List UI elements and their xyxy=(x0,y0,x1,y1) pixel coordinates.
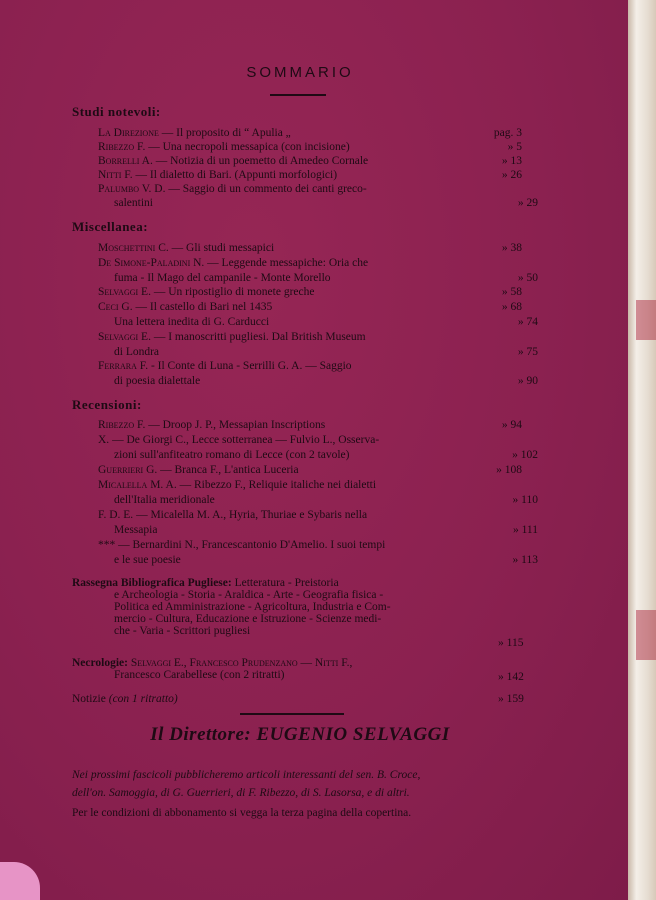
entry-author: De Simone-Paladini N. xyxy=(98,256,205,269)
toc-entry xyxy=(98,155,522,167)
toc-entry xyxy=(114,197,538,209)
entry-author: Ribezzo F. xyxy=(98,419,146,431)
necrologie-entry xyxy=(72,657,528,681)
toc-entry xyxy=(98,539,522,551)
entry-title: - Il Conte di Luna - Serrilli G. A. — Saggio xyxy=(150,360,352,373)
section-heading-rassegna: Rassegna Bibliografica Pugliese: xyxy=(72,577,232,589)
toc-entry xyxy=(98,127,522,139)
entry-author: La Direzione xyxy=(98,127,159,139)
rassegna-line: Letteratura - Preistoria xyxy=(234,577,339,589)
entry-author: X. xyxy=(98,434,110,446)
entry-title: — Il proposito di “ Apulia „ xyxy=(161,127,291,139)
page-number: » 68 xyxy=(501,301,522,314)
subscription-note: Per le condizioni di abbonamento si vegga la terza pagina della copertina. xyxy=(72,807,412,819)
page-number: » 75 xyxy=(517,345,538,358)
toc-entry xyxy=(98,419,522,431)
entry-author: Ribezzo F. xyxy=(98,141,146,153)
entry-title: — Droop J. P., Messapian Inscriptions xyxy=(148,419,326,431)
page-edge-stain xyxy=(636,300,656,340)
toc-entry xyxy=(98,434,522,446)
rassegna-line: che - Varia - Scrittori pugliesi xyxy=(114,625,251,637)
page-number: » 94 xyxy=(501,419,522,431)
toc-entry xyxy=(114,316,538,328)
entry-title: — Un ripostiglio di monete greche xyxy=(153,286,315,299)
page-number: » 102 xyxy=(512,449,538,461)
page-number: » 38 xyxy=(501,242,522,254)
entry-author: Ferrara F. xyxy=(98,360,149,373)
page-number: » 90 xyxy=(517,375,538,388)
page-number: » 26 xyxy=(501,169,522,181)
entry-title: di Londra xyxy=(114,345,160,358)
toc-entry xyxy=(98,286,522,298)
section-heading-notizie: Notizie xyxy=(72,693,106,705)
entry-title: dell'Italia meridionale xyxy=(114,494,215,506)
toc-entry xyxy=(98,169,522,181)
entry-title: di poesia dialettale xyxy=(114,375,201,388)
page-number: » 5 xyxy=(507,141,522,153)
page-number: » 58 xyxy=(501,286,522,299)
toc-entry xyxy=(98,141,522,153)
toc-entry xyxy=(114,346,538,358)
toc-entry xyxy=(114,524,538,536)
entry-title: salentini xyxy=(114,197,153,209)
entry-title: — Branca F., L'antica Luceria xyxy=(160,464,299,476)
toc-entry xyxy=(98,509,522,521)
page-number: » 110 xyxy=(512,494,538,506)
rassegna-line: Politica ed Amministrazione - Agricoltura, Industria e Com- xyxy=(114,601,391,613)
entry-title: — I manoscritti pugliesi. Dal British Museum xyxy=(153,330,366,343)
page-number: pag. 3 xyxy=(493,127,522,139)
page-number: » 159 xyxy=(498,693,524,705)
entry-author: Borrelli A. xyxy=(98,155,153,167)
entry-title: Messapia xyxy=(114,524,158,536)
entry-title: zioni sull'anfiteatro romano di Lecce (con 2 tavole) xyxy=(114,449,350,461)
entry-title: e le sue poesie xyxy=(114,554,181,566)
entry-author: Guerrieri G. xyxy=(98,464,158,476)
rassegna-line: mercio - Cultura, Educazione e Istruzione - Scienze medi- xyxy=(114,613,382,625)
entry-title: — Bernardini N., Francescantonio D'Amelio. I suoi tempi xyxy=(118,539,386,551)
page-number: » 29 xyxy=(517,197,538,209)
entry-title: — Il castello di Bari nel 1435 xyxy=(135,301,273,314)
entry-author: Moschettini C. xyxy=(98,242,169,254)
section-heading-miscellanea: Miscellanea: xyxy=(72,219,149,234)
entry-title: — Una necropoli messapica (con incisione) xyxy=(148,141,350,153)
section-heading-studi: Studi notevoli: xyxy=(72,104,161,119)
entry-title: — Leggende messapiche: Oria che xyxy=(207,256,369,269)
entry-author: Micalella M. A. xyxy=(98,479,177,491)
toc-entry xyxy=(98,360,522,372)
announcement-line: Nei prossimi fascicoli pubblicheremo articoli interessanti del sen. B. Croce, xyxy=(72,769,421,781)
entry-title: Una lettera inedita di G. Carducci xyxy=(114,316,270,328)
toc-entry xyxy=(98,183,522,195)
toc-entry xyxy=(98,464,522,476)
page-number: » 50 xyxy=(517,271,538,284)
entry-title: fuma - Il Mago del campanile - Monte Morello xyxy=(114,271,331,284)
toc-entry xyxy=(114,449,538,461)
toc-entry xyxy=(114,554,538,566)
page-number: » 108 xyxy=(496,464,522,476)
entry-title: — Saggio di un commento dei canti greco- xyxy=(168,183,367,195)
entry-title: — Ribezzo F., Reliquie italiche nei dialetti xyxy=(179,479,377,491)
page-number: » 113 xyxy=(512,554,538,566)
entry-author: Ceci G. xyxy=(98,301,133,314)
notizie-entry xyxy=(72,693,528,705)
toc-entry xyxy=(98,331,522,343)
notizie-text: (con 1 ritratto) xyxy=(108,693,178,705)
section-heading-necrologie: Necrologie: xyxy=(72,657,128,669)
toc-entry xyxy=(114,375,538,387)
entry-author: Palumbo V. D. xyxy=(98,183,166,195)
page-title: SOMMARIO xyxy=(246,64,354,81)
page-number: » 115 xyxy=(498,637,524,649)
toc-entry xyxy=(114,272,538,284)
entry-title: — Notizia di un poemetto di Amedeo Cornale xyxy=(155,155,369,167)
director-line: Il Direttore: EUGENIO SELVAGGI xyxy=(150,724,450,745)
page-number: » 13 xyxy=(501,155,522,167)
toc-entry xyxy=(98,257,522,269)
toc-entry xyxy=(114,494,538,506)
director-divider xyxy=(240,713,344,715)
entry-title: — Gli studi messapici xyxy=(171,242,275,254)
toc-entry xyxy=(98,301,522,313)
toc-entry xyxy=(98,479,522,491)
page-number: » 74 xyxy=(517,316,538,328)
page-number: » 142 xyxy=(498,671,524,683)
page-number: » 111 xyxy=(512,524,538,536)
toc-entry xyxy=(98,242,522,254)
rassegna-line: e Archeologia - Storia - Araldica - Arte - Geografia fisica - xyxy=(114,589,384,601)
entry-author: Nitti F. xyxy=(98,169,133,181)
entry-author: Selvaggi E. xyxy=(98,286,151,299)
entry-author: F. D. E. xyxy=(98,509,134,521)
title-divider xyxy=(270,94,326,96)
entry-author: Selvaggi E. xyxy=(98,330,151,343)
announcement-line: dell'on. Samoggia, di G. Guerrieri, di F. Ribezzo, di S. Lasorsa, e di altri. xyxy=(72,787,410,799)
necrologie-line: Francesco Carabellese (con 2 ritratti) xyxy=(114,669,285,681)
section-heading-recensioni: Recensioni: xyxy=(72,397,142,412)
page-edge xyxy=(628,0,656,900)
entry-title: — De Giorgi C., Lecce sotterranea — Fulvio L., Osserva- xyxy=(112,434,380,446)
necrologie-line: Selvaggi E., Francesco Prudenzano — Nitti F., xyxy=(130,657,353,669)
entry-title: — Micalella M. A., Hyria, Thuriae e Sybaris nella xyxy=(136,509,368,521)
entry-title: — Il dialetto di Bari. (Appunti morfologici) xyxy=(135,169,338,181)
entry-author: *** xyxy=(98,539,116,551)
rassegna-entry xyxy=(72,577,528,637)
page-edge-stain xyxy=(636,610,656,660)
